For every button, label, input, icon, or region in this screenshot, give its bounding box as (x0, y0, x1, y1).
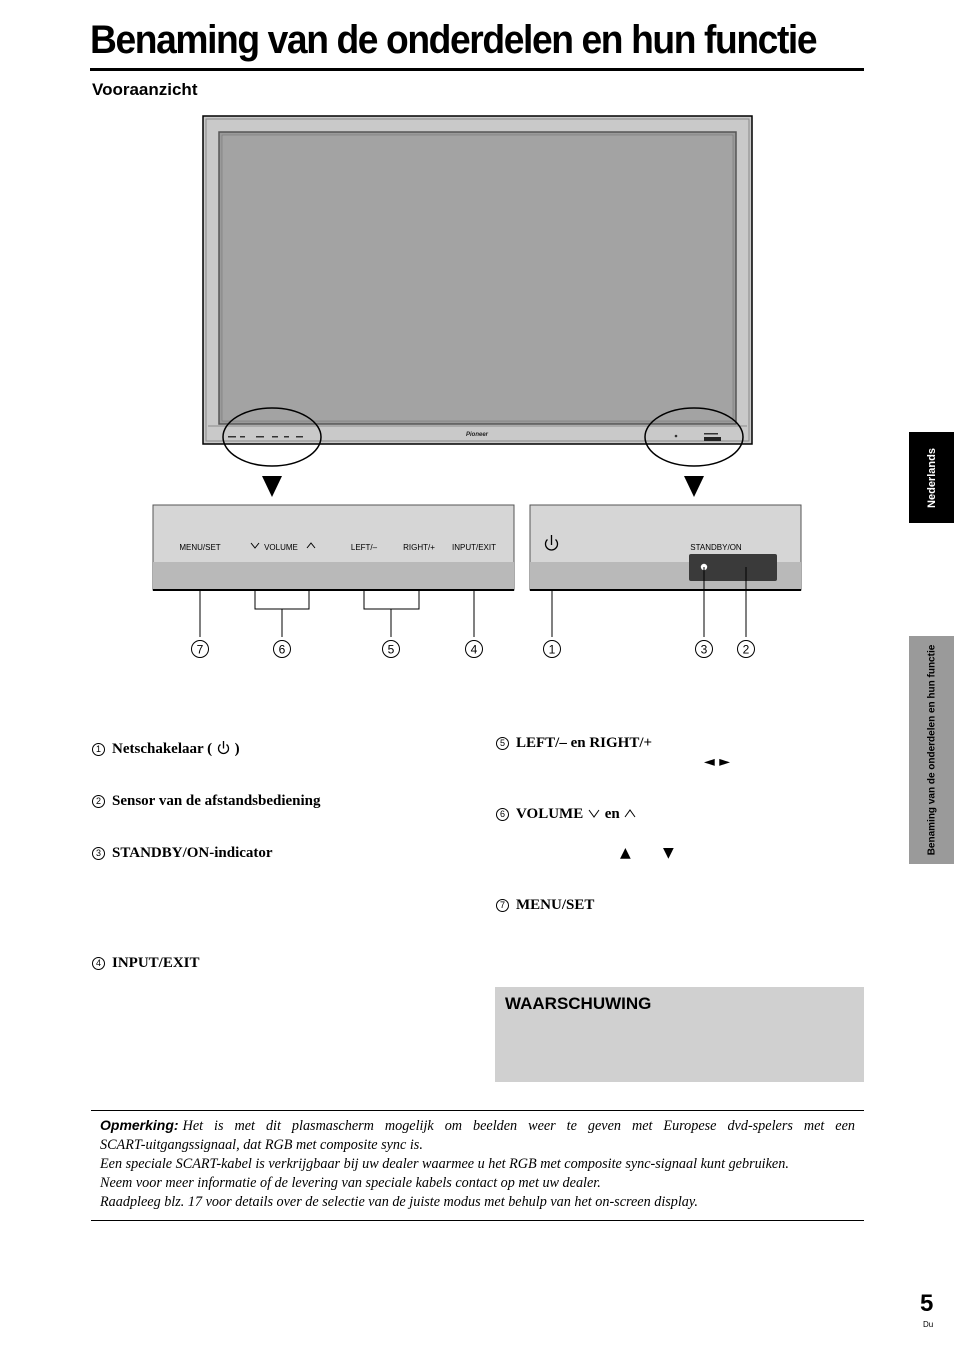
note-line-5: Raadpleeg blz. 17 voor details over de selectie van de juiste modus met behulp van het on-screen display. (100, 1194, 698, 1210)
page-number: 5 (920, 1290, 934, 1317)
left-right-arrow-icons: ◄ ► (704, 754, 730, 770)
svg-text:3: 3 (700, 642, 708, 657)
panel-label-standby-on: STANDBY/ON (690, 543, 742, 552)
note-top-rule (91, 1110, 864, 1111)
svg-text:2: 2 (742, 642, 750, 657)
down-arrow-icon: ▼ (663, 845, 674, 861)
callout-6 (274, 641, 291, 658)
item-input-exit: 4 INPUT/EXIT (92, 955, 200, 972)
zoom-arrow-right (684, 476, 704, 497)
note-line-3: Een speciale SCART-kabel is verkrijgbaar bij uw dealer waarmee u het RGB met composite sync-signaal kunt gebruiken. (100, 1156, 789, 1172)
chevron-down-icon (587, 807, 601, 819)
chevron-up-icon (623, 807, 637, 819)
section-tab-label: Benaming van de onderdelen en hun functie (926, 644, 937, 856)
panel-label-menu-set: MENU/SET (179, 543, 221, 552)
zoom-arrow-left (262, 476, 282, 497)
callout-5 (383, 641, 400, 658)
power-icon (216, 740, 231, 755)
item-power-switch: 1 Netschakelaar ( ) (92, 740, 240, 758)
up-arrow-icon: ▲ (620, 845, 631, 861)
svg-text:5: 5 (387, 642, 395, 657)
note-line-1: Opmerking: Het is met dit plasmascherm mogelijk om beelden weer te geven met Europese dvd-spelers met een (100, 1117, 855, 1134)
brand-logo: Pioneer (465, 432, 489, 438)
panel-label-right: RIGHT/+ (403, 543, 435, 552)
item-left-right: 5 LEFT/– en RIGHT/+ (496, 735, 652, 752)
svg-text:1: 1 (548, 642, 556, 657)
panel-label-input-exit: INPUT/EXIT (451, 543, 497, 552)
note-bottom-rule (91, 1220, 864, 1221)
item-volume: 6 VOLUME en (496, 806, 637, 823)
item-standby-indicator: 3 STANDBY/ON-indicator (92, 845, 273, 862)
panel-label-left: LEFT/– (350, 543, 378, 552)
svg-text:6: 6 (278, 642, 286, 657)
item-remote-sensor: 2 Sensor van de afstandsbediening (92, 793, 321, 810)
language-tab-label: Nederlands (925, 447, 938, 508)
callout-2 (738, 641, 755, 658)
language-code: Du (923, 1320, 934, 1329)
note-heading: Opmerking: (100, 1117, 179, 1133)
warning-title: WAARSCHUWING (505, 994, 652, 1013)
item-menu-set: 7 MENU/SET (496, 897, 594, 914)
note-line-2: SCART-uitgangssignaal, dat RGB met composite sync is. (100, 1137, 423, 1153)
callout-7 (192, 641, 209, 658)
page-title: Benaming van de onderdelen en hun functie (90, 18, 817, 62)
note-block (100, 1116, 855, 1212)
callout-4 (466, 641, 483, 658)
panel-label-volume: VOLUME (264, 543, 298, 552)
note-line-4: Neem voor meer informatie of de levering van speciale kabels contact op met uw dealer. (100, 1175, 601, 1191)
callout-3 (696, 641, 713, 658)
svg-text:7: 7 (196, 642, 204, 657)
section-subtitle: Vooraanzicht (92, 80, 198, 99)
callout-1 (544, 641, 561, 658)
svg-text:4: 4 (470, 642, 478, 657)
